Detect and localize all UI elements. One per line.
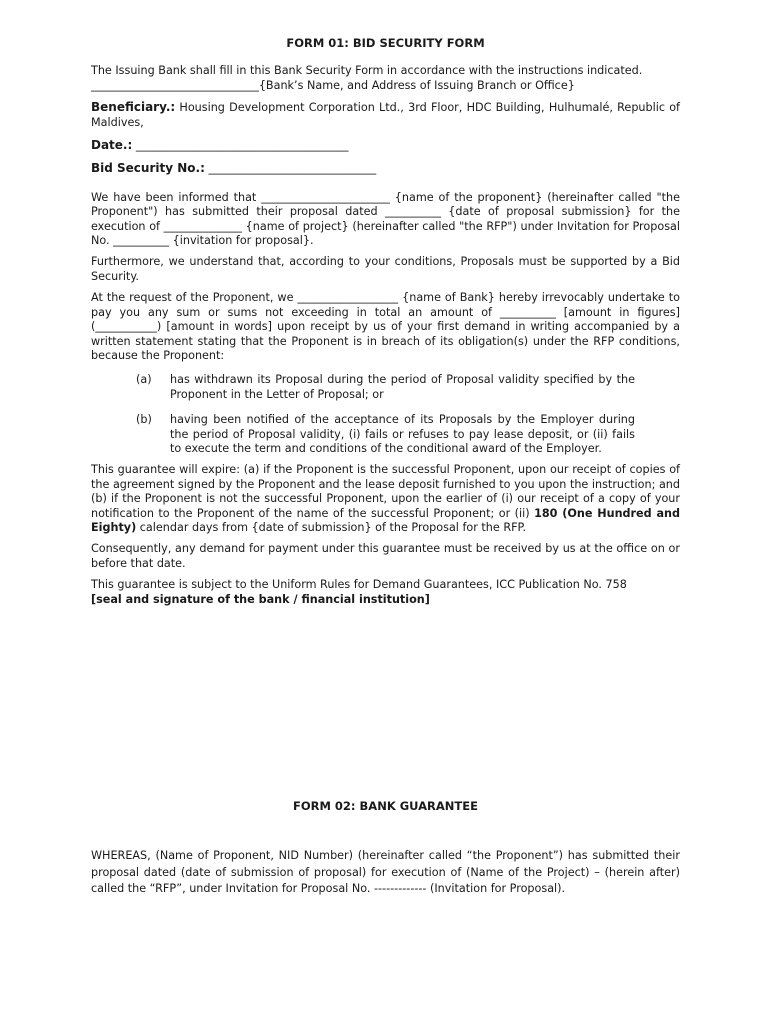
paragraph-expiry (91, 463, 680, 535)
paragraph-furthermore: Furthermore, we understand that, according to your conditions, Proposals must be supported by a Bid Security. (91, 255, 680, 283)
beneficiary-text: Housing Development Corporation Ltd., 3rd Floor, HDC Building, Hulhumalé, Republic of Maldives, (91, 101, 680, 129)
bid-security-blank: ______________________________ (204, 162, 377, 176)
list-item-text: having been notified of the acceptance of its Proposals by the Employer during the period of Proposal validity, (i) fails or refuses to pay lease deposit, or (ii) fails to execute the term and conditions of the conditional award of the Employer. (170, 413, 635, 455)
list-item-text: has withdrawn its Proposal during the period of Proposal validity specified by the Proponent in the Letter of Proposal; or (170, 373, 635, 401)
list-item (136, 413, 635, 456)
bid-security-line (91, 161, 680, 176)
form1-bank-line: ______________________________{Bank’s Name, and Address of Issuing Branch or Office} (91, 78, 575, 92)
list-item (136, 373, 635, 402)
list-item-key: (a) (136, 373, 152, 387)
form1-section (91, 36, 680, 614)
form1-intro: The Issuing Bank shall fill in this Bank Security Form in accordance with the instructions indicated. (91, 64, 643, 78)
date-line (91, 138, 680, 153)
expiry-text-b: calendar days from {date of submission} of the Proposal for the RFP. (136, 520, 527, 534)
expiry-days-bold: 180 (One Hundred and Eighty) (91, 506, 680, 534)
seal-signature-line: [seal and signature of the bank / financial institution] (91, 592, 430, 606)
bid-security-label: Bid Security No.: (91, 161, 205, 176)
paragraph-consequently: Consequently, any demand for payment under this guarantee must be received by us at the office on or before that date. (91, 542, 680, 570)
date-label: Date.: (91, 138, 133, 153)
form2-paragraph-whereas: WHEREAS, (Name of Proponent, NID Number) (hereinafter called “the Proponent”) has submitted their proposal dated (date of submission of proposal) for execution of (Name of the Project) – (herein after) called the “RFP”, under Invitation for Proposal No. ------------- (Invitation for Proposal). (91, 849, 680, 896)
beneficiary-label: Beneficiary.: (91, 100, 176, 115)
beneficiary-paragraph (91, 100, 680, 130)
expiry-text-a: This guarantee will expire: (a) if the Proponent is the successful Proponent, upon our receipt of copies of the agreement signed by the Proponent and the lease deposit furnished to you upon the instruction; and (b) if the Proponent is not the successful Proponent, upon the earlier of (i) our receipt of a copy of your notification to the Proponent of the name of the successful Proponent; or (ii) (91, 463, 680, 520)
date-blank: ______________________________________ (132, 139, 349, 153)
list-item-key: (b) (136, 413, 152, 427)
paragraph-informed: We have been informed that _______________________ {name of the proponent} (hereinafter called "the Proponent") has submitted their proposal dated __________ {date of proposal submission} for the execution of ______________ {name of project} (hereinafter called "the RFP") under Invitation for Proposal No. __________ {invitation for proposal}. (91, 190, 680, 248)
paragraph-urdg: This guarantee is subject to the Uniform Rules for Demand Guarantees, ICC Publication No. 758 (91, 578, 627, 592)
form2-title: FORM 02: BANK GUARANTEE (292, 799, 478, 813)
paragraph-request: At the request of the Proponent, we __________________ {name of Bank} hereby irrevocably undertake to pay you any sum or sums not exceeding in total an amount of __________ [amount in figures] (___________) [amount in words] upon receipt by us of your first demand in writing accompanied by a written statement stating that the Proponent is in breach of its obligation(s) under the RFP conditions, because the Proponent: (91, 291, 680, 362)
form1-title: FORM 01: BID SECURITY FORM (286, 36, 485, 50)
